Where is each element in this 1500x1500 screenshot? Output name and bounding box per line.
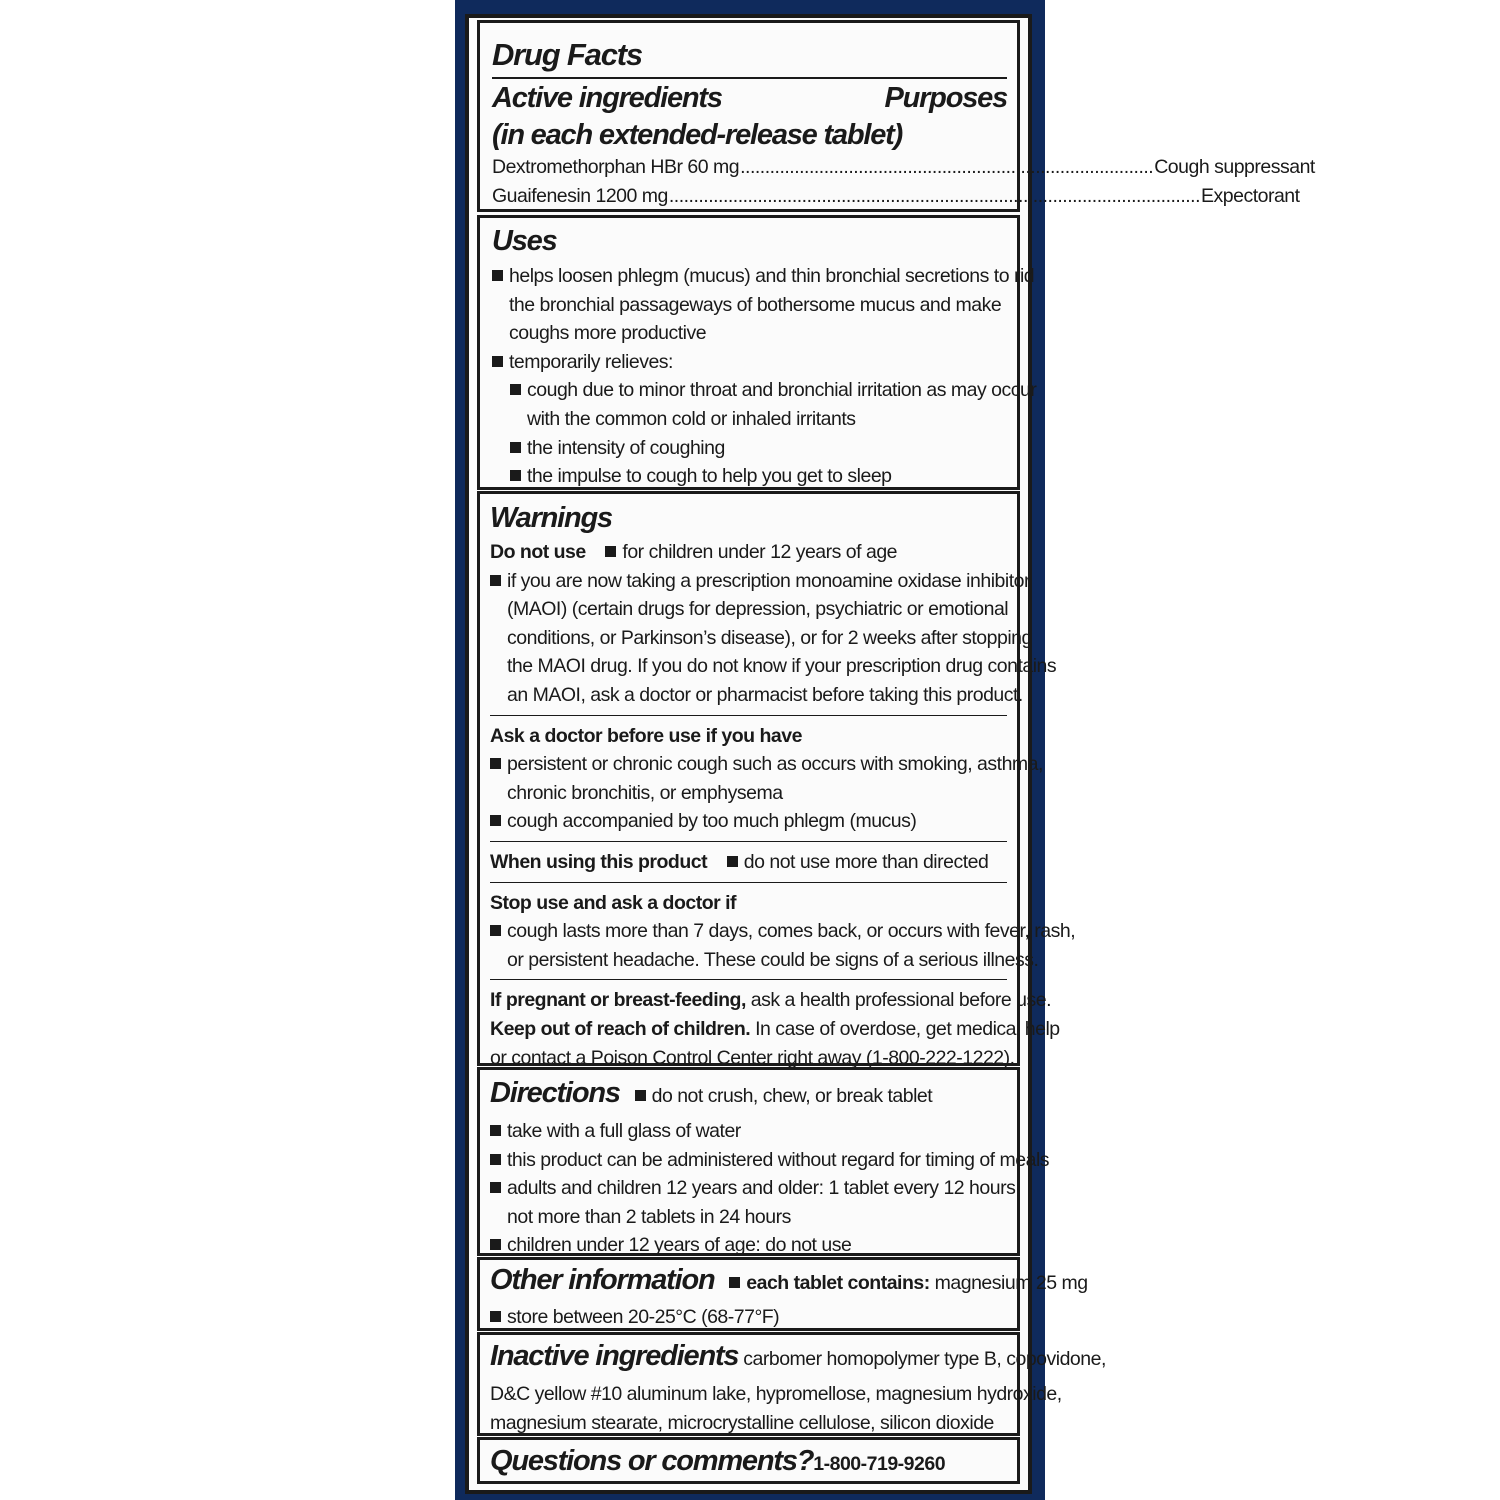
- divider: [490, 979, 1007, 980]
- warning-text: if you are now taking a prescription monoamine oxidase inhibitor: [507, 569, 1030, 592]
- bullet-icon: [635, 1090, 646, 1101]
- directions-text: not more than 2 tablets in 24 hours: [507, 1205, 791, 1228]
- ask-doctor-label: Ask a doctor before use if you have: [490, 724, 802, 747]
- inactive-text: carbomer homopolymer type B, copovidone,: [738, 1348, 1106, 1370]
- uses-text: the intensity of coughing: [527, 436, 725, 459]
- directions-text: children under 12 years of age: do not use: [507, 1234, 852, 1257]
- divider: [490, 882, 1007, 883]
- directions-text: take with a full glass of water: [507, 1120, 741, 1142]
- inactive-text: magnesium stearate, microcrystalline cellulose, silicon dioxide: [490, 1411, 994, 1434]
- bullet-icon: [490, 758, 501, 769]
- uses-text: the bronchial passageways of bothersome mucus and make: [509, 293, 1002, 316]
- ingredient-row: Guaifenesin 1200 mg ............................................................................................................ Expectorant: [492, 182, 1007, 211]
- directions-text: do not crush, chew, or break tablet: [651, 1085, 933, 1107]
- bullet-icon: [490, 925, 501, 936]
- warnings-section: [477, 491, 1076, 1069]
- active-ingredients-subheading: (in each extended-release tablet): [492, 119, 903, 151]
- uses-text: helps loosen phlegm (mucus) and thin bronchial secretions to rid: [509, 265, 1035, 287]
- divider: [490, 841, 1007, 842]
- warning-text: do not use more than directed: [743, 850, 989, 873]
- keep-out-label: Keep out of reach of children.: [490, 1017, 751, 1040]
- bullet-icon: [492, 270, 503, 281]
- bullet-icon: [510, 470, 521, 481]
- directions-text: adults and children 12 years and older: 1 tablet every 12 hours;: [507, 1177, 1021, 1200]
- warnings-heading: Warnings: [490, 502, 612, 534]
- warning-text: the MAOI drug. If you do not know if your prescription drug contains: [507, 655, 1057, 678]
- ingredient-name: Guaifenesin 1200 mg: [492, 184, 668, 207]
- warning-text: chronic bronchitis, or emphysema: [507, 781, 783, 804]
- active-ingredients-heading: Active ingredients: [492, 82, 722, 114]
- other-info-text: magnesium 25 mg: [929, 1272, 1088, 1294]
- other-info-text: store between 20-25°C (68-77°F): [507, 1306, 780, 1328]
- warning-text: or persistent headache. These could be signs of a serious illness.: [507, 948, 1039, 971]
- directions-text: this product can be administered without regard for timing of meals: [507, 1148, 1050, 1171]
- warning-text: for children under 12 years of age: [622, 541, 898, 563]
- divider: [490, 715, 1007, 716]
- drug-facts-title: Drug Facts: [492, 37, 642, 72]
- uses-heading: Uses: [492, 225, 557, 257]
- warning-text: cough lasts more than 7 days, comes back, or occurs with fever, rash,: [507, 920, 1076, 943]
- bullet-icon: [490, 1125, 501, 1136]
- uses-text: temporarily relieves:: [509, 350, 673, 373]
- pregnant-label: If pregnant or breast-feeding,: [490, 989, 746, 1012]
- bullet-icon: [510, 442, 521, 453]
- drug-facts-panel: [465, 14, 1315, 1494]
- other-information-section: [477, 1257, 1088, 1331]
- directions-heading: Directions: [490, 1077, 620, 1109]
- warning-text: ask a health professional before use.: [745, 989, 1051, 1012]
- uses-text: the impulse to cough to help you get to sleep: [527, 465, 892, 488]
- warning-text: In case of overdose, get medical help: [750, 1017, 1060, 1040]
- inactive-ingredients-section: [477, 1332, 1106, 1436]
- bullet-icon: [729, 1277, 740, 1288]
- bullet-icon: [490, 1154, 501, 1165]
- warning-text: (MAOI) (certain drugs for depression, psychiatric or emotional: [507, 598, 1009, 621]
- when-using-label: When using this product: [490, 850, 708, 873]
- bullet-icon: [490, 1182, 501, 1193]
- other-info-label: each tablet contains:: [746, 1272, 930, 1294]
- uses-text: coughs more productive: [509, 322, 707, 345]
- questions-section: [477, 1437, 1020, 1484]
- ingredient-purpose: Cough suppressant: [1154, 156, 1315, 178]
- questions-heading: Questions or comments?: [490, 1445, 814, 1477]
- warning-text: an MAOI, ask a doctor or pharmacist before taking this product.: [507, 683, 1023, 706]
- bullet-icon: [510, 384, 521, 395]
- uses-text: with the common cold or inhaled irritants: [527, 407, 856, 430]
- warning-text: or contact a Poison Control Center right away (1-800-222-1222).: [490, 1046, 1015, 1069]
- active-ingredients-section: [477, 20, 1315, 212]
- do-not-use-label: Do not use: [490, 541, 586, 563]
- bullet-icon: [492, 356, 503, 367]
- ingredient-purpose: Expectorant: [1201, 184, 1300, 207]
- ingredient-name: Dextromethorphan HBr 60 mg: [492, 156, 740, 178]
- ingredient-row: Dextromethorphan HBr 60 mg .................................................................................... Cough suppressant: [492, 153, 1007, 182]
- uses-section: [477, 215, 1037, 490]
- directions-section: [477, 1067, 1050, 1257]
- uses-text: cough due to minor throat and bronchial irritation as may occur: [527, 379, 1037, 402]
- bullet-icon: [605, 546, 616, 557]
- warning-text: conditions, or Parkinson’s disease), or for 2 weeks after stopping: [507, 626, 1032, 649]
- bullet-icon: [490, 1239, 501, 1250]
- purposes-heading: Purposes: [884, 82, 1007, 114]
- inactive-text: D&C yellow #10 aluminum lake, hypromellose, magnesium hydroxide,: [490, 1383, 1062, 1405]
- bullet-icon: [490, 815, 501, 826]
- warning-text: cough accompanied by too much phlegm (mucus): [507, 810, 917, 833]
- other-information-heading: Other information: [490, 1264, 715, 1296]
- bullet-icon: [490, 575, 501, 586]
- warning-text: persistent or chronic cough such as occurs with smoking, asthma,: [507, 753, 1043, 776]
- questions-phone: 1-800-719-9260: [813, 1453, 946, 1475]
- bullet-icon: [727, 856, 738, 867]
- stop-use-label: Stop use and ask a doctor if: [490, 891, 737, 914]
- bullet-icon: [490, 1311, 501, 1322]
- inactive-ingredients-heading: Inactive ingredients: [490, 1340, 739, 1372]
